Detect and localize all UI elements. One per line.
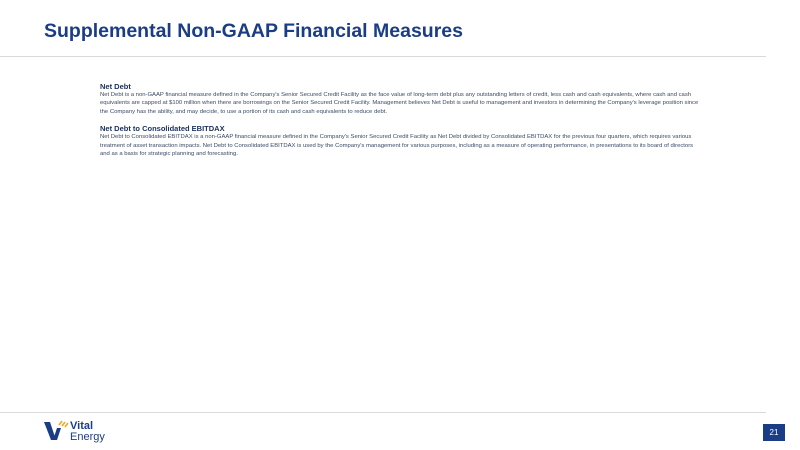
section-body: Net Debt to Consolidated EBITDAX is a non-GAAP financial measure defined in the Company's Senior Secured Credit Facility as Net Debt divided by Consolidated EBITDAX for the previous four quarters, which requires various treatment of asset transaction impacts. Net Debt to Consolidated EBITDAX is used by the Company's management for various purposes, including as a measure of operating performance, in presentations to its board of directors and as a basis for strategic planning and forecasting. [100,134,694,158]
section-body: Net Debt is a non-GAAP financial measure defined in the Company's Senior Secured Credit Facility as the face value of long-term debt plus any outstanding letters of credit, less cash and cash equivalents, where cash and cash equivalents are capped at $100 million when there are borrowings on the Senior Secured Credit Facility. Management believes Net Debt is useful to management and investors in determining the Company's leverage position since the Company has the ability, and may decide, to use a portion of its cash and cash equivalents to reduce debt. [100,92,699,115]
page-title: Supplemental Non-GAAP Financial Measures [44,20,463,42]
section-heading: Net Debt to Consolidated EBITDAX [100,124,225,134]
vital-energy-logo-icon [44,420,70,442]
logo-wordmark-line-1: Vital [70,420,94,432]
content-area [100,82,700,166]
section-net-debt-to-ebitdax [100,124,700,158]
header-divider [0,56,766,57]
footer-divider [0,412,766,413]
section-heading: Net Debt [100,82,131,91]
logo-wordmark-line-2: Energy [70,431,105,443]
section-net-debt [100,82,700,116]
company-logo [44,420,124,444]
page-number-badge: 21 [763,424,785,441]
